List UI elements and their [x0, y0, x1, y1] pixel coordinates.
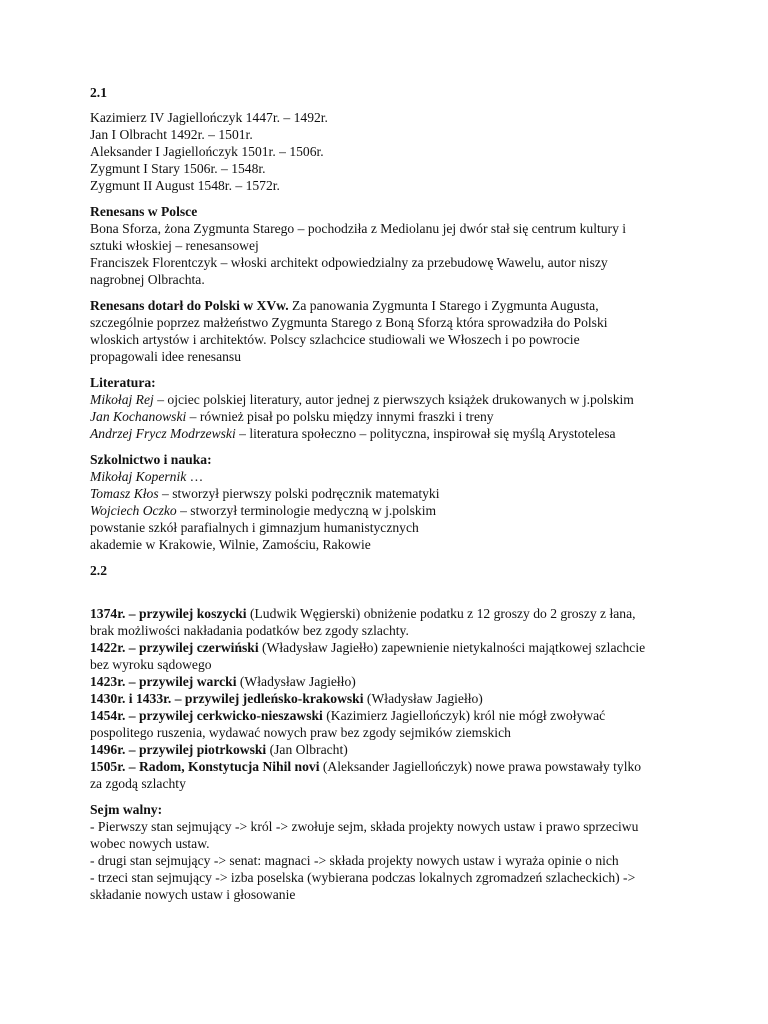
sejm-line: - Pierwszy stan sejmujący -> król -> zwołuje sejm, składa projekty nowych ustaw i prawo sprzeciwu	[90, 819, 639, 834]
paragraph-line: sztuki włoskiej – renesansowej	[90, 238, 259, 253]
privilege-cont: bez wyroku sądowego	[90, 657, 212, 672]
person-desc: – stworzył terminologie medyczną w j.polskim	[176, 503, 437, 518]
person-desc: – stworzył pierwszy polski podręcznik matematyki	[158, 486, 440, 501]
renesans-paragraph	[90, 203, 700, 288]
paragraph-line: Bona Sforza, żona Zygmunta Starego – pochodziła z Mediolanu jej dwór stał się centrum kultury i	[90, 221, 627, 236]
privilege-desc: (Władysław Jagiełło)	[363, 691, 483, 706]
privilege-desc: (Jan Olbracht)	[266, 742, 348, 757]
author-desc: – ojciec polskiej literatury, autor jednej z pierwszych książek drukowanych w j.polskim	[153, 392, 634, 407]
privileges-list	[90, 605, 700, 792]
szkolnictwo-item	[90, 502, 700, 519]
spacer	[90, 587, 700, 605]
document-page	[90, 84, 700, 912]
privilege-line	[90, 690, 700, 707]
szkolnictwo-item	[90, 485, 700, 502]
privilege-line	[90, 605, 700, 622]
author-desc: – literatura społeczno – polityczna, inspirował się myślą Arystotelesa	[235, 426, 616, 441]
szkolnictwo-heading: Szkolnictwo i nauka:	[90, 452, 212, 467]
privilege-desc: (Władysław Jagiełło) zapewnienie nietykalności majątkowej szlachcie	[258, 640, 646, 655]
paragraph-line	[90, 297, 700, 314]
dotarl-rest: Za panowania Zygmunta I Starego i Zygmunta Augusta,	[288, 298, 599, 313]
privilege-line	[90, 741, 700, 758]
rulers-list	[90, 109, 700, 194]
ruler-line: Zygmunt II August 1548r. – 1572r.	[90, 178, 280, 193]
renesans-heading: Renesans w Polsce	[90, 204, 198, 219]
privilege-title: 1423r. – przywilej warcki	[90, 674, 237, 689]
privilege-title: 1422r. – przywilej czerwiński	[90, 640, 259, 655]
privilege-cont: pospolitego ruszenia, wydawać nowych praw bez zgody sejmików ziemskich	[90, 725, 511, 740]
privilege-title: 1496r. – przywilej piotrkowski	[90, 742, 267, 757]
sejm-heading: Sejm walny:	[90, 802, 163, 817]
privilege-desc: (Aleksander Jagiellończyk) nowe prawa powstawały tylko	[319, 759, 642, 774]
person-name: Wojciech Oczko	[90, 503, 177, 518]
privilege-cont: za zgodą szlachty	[90, 776, 186, 791]
literatura-item	[90, 425, 700, 442]
sejm-line: - trzeci stan sejmujący -> izba poselska (wybierana podczas lokalnych zgromadzeń szlacheckich) ->	[90, 870, 636, 885]
person-name: Mikołaj Kopernik	[90, 469, 187, 484]
szkolnictwo-section	[90, 451, 700, 553]
literatura-item	[90, 391, 700, 408]
dotarl-lead: Renesans dotarł do Polski w XVw.	[90, 298, 289, 313]
sejm-line: składanie nowych ustaw i głosowanie	[90, 887, 296, 902]
section-number: 2.1	[90, 85, 107, 100]
paragraph-line: nagrobnej Olbrachta.	[90, 272, 205, 287]
sejm-line: wobec nowych ustaw.	[90, 836, 210, 851]
privilege-line	[90, 758, 700, 775]
paragraph-line: szczególnie poprzez małżeństwo Zygmunta Starego z Boną Sforzą która sprowadziła do Polski	[90, 315, 608, 330]
dotarl-paragraph	[90, 297, 700, 365]
szkolnictwo-item	[90, 468, 700, 485]
literatura-heading: Literatura:	[90, 375, 156, 390]
privilege-title: 1374r. – przywilej koszycki	[90, 606, 247, 621]
privilege-desc: (Władysław Jagiełło)	[236, 674, 356, 689]
literatura-section	[90, 374, 700, 442]
ruler-line: Kazimierz IV Jagiellończyk 1447r. – 1492r.	[90, 110, 328, 125]
sejm-section	[90, 801, 700, 903]
ruler-line: Zygmunt I Stary 1506r. – 1548r.	[90, 161, 266, 176]
privilege-title: 1430r. i 1433r. – przywilej jedleńsko-krakowski	[90, 691, 364, 706]
privilege-desc: (Kazimierz Jagiellończyk) król nie mógł zwoływać	[322, 708, 606, 723]
paragraph-line: powstanie szkół parafialnych i gimnazjum humanistycznych	[90, 520, 419, 535]
paragraph-line: akademie w Krakowie, Wilnie, Zamościu, Rakowie	[90, 537, 371, 552]
sejm-line: - drugi stan sejmujący -> senat: magnaci -> składa projekty nowych ustaw i wyraża opinie o nich	[90, 853, 619, 868]
author-name: Jan Kochanowski	[90, 409, 187, 424]
privilege-line	[90, 639, 700, 656]
ruler-line: Aleksander I Jagiellończyk 1501r. – 1506r.	[90, 144, 324, 159]
paragraph-line: Franciszek Florentczyk – włoski architekt odpowiedzialny za przebudowę Wawelu, autor niszy	[90, 255, 608, 270]
person-desc: …	[186, 469, 204, 484]
literatura-item	[90, 408, 700, 425]
author-name: Mikołaj Rej	[90, 392, 154, 407]
privilege-cont: brak możliwości nakładania podatków bez zgody szlachty.	[90, 623, 409, 638]
privilege-title: 1454r. – przywilej cerkwicko-nieszawski	[90, 708, 323, 723]
privilege-line	[90, 673, 700, 690]
paragraph-line: wloskich artystów i architektów. Polscy szlachcice studiowali we Włoszech i po powrocie	[90, 332, 580, 347]
person-name: Tomasz Kłos	[90, 486, 159, 501]
paragraph-line: propagowali idee renesansu	[90, 349, 241, 364]
author-name: Andrzej Frycz Modrzewski	[90, 426, 236, 441]
author-desc: – również pisał po polsku między innymi fraszki i treny	[186, 409, 494, 424]
privilege-title: 1505r. – Radom, Konstytucja Nihil novi	[90, 759, 320, 774]
section-number: 2.2	[90, 563, 107, 578]
privilege-line	[90, 707, 700, 724]
ruler-line: Jan I Olbracht 1492r. – 1501r.	[90, 127, 253, 142]
privilege-desc: (Ludwik Węgierski) obniżenie podatku z 12 groszy do 2 groszy z łana,	[246, 606, 636, 621]
